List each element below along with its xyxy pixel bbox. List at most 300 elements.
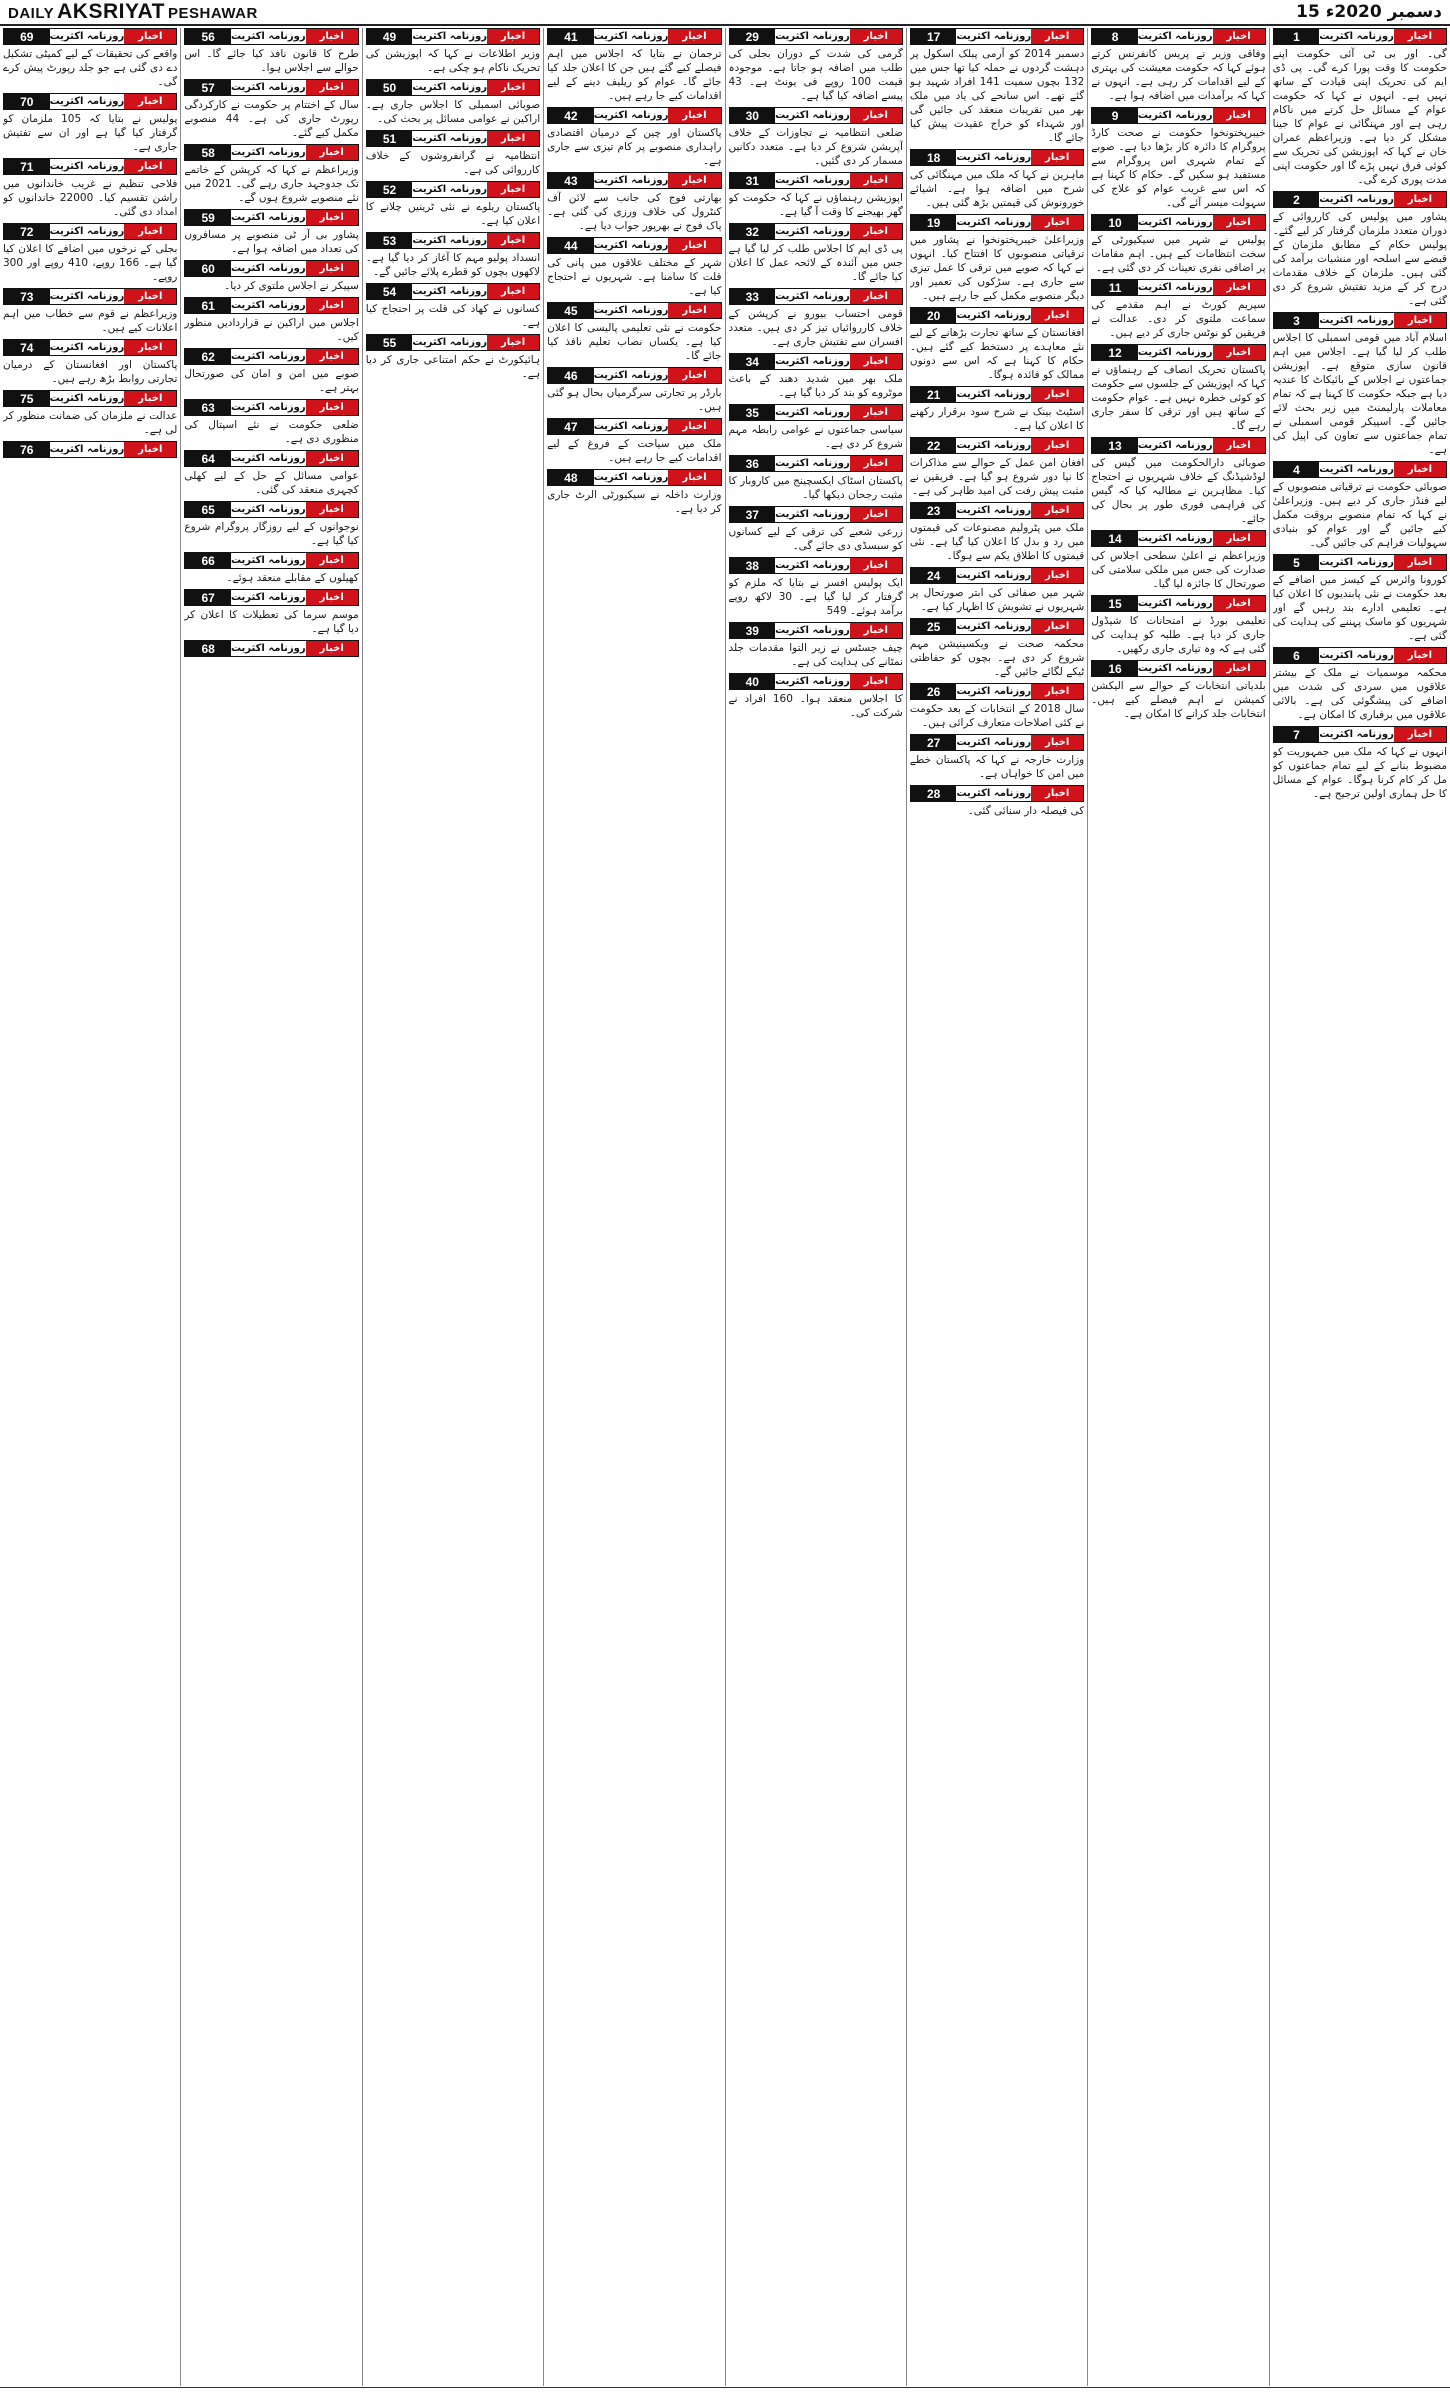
chip-brand-label: اخبار	[1031, 29, 1083, 44]
news-number: 12	[1092, 345, 1138, 360]
chip-brand-label: اخبار	[1213, 438, 1265, 453]
news-item	[729, 506, 903, 553]
news-body: افغانستان کے ساتھ تجارت بڑھانے کے لیے نئے معاہدے پر دستخط کیے گئے ہیں۔ حکام کا کہنا ہے کہ اس سے دونوں ممالک کو فائدہ ہوگا۔	[909, 327, 1085, 381]
chip-paper-name: روزنامہ اکثریت	[49, 342, 125, 353]
news-item	[3, 223, 177, 284]
news-number-chip	[184, 501, 358, 518]
news-body: عوامی مسائل کے حل کے لیے کھلی کچہری منعقد کی گئی۔	[184, 470, 359, 496]
chip-paper-name: روزنامہ اکثریت	[775, 407, 850, 418]
chip-brand-label: اخبار	[1394, 462, 1446, 477]
news-number-chip	[184, 348, 358, 365]
news-item	[1273, 28, 1447, 187]
chip-paper-name: روزنامہ اکثریت	[230, 212, 306, 223]
news-body: سال کے اختتام پر حکومت نے کارکردگی رپورٹ جاری کی ہے۔ 44 منصوبے مکمل کیے گئے۔	[184, 99, 359, 139]
news-number: 42	[548, 108, 594, 123]
news-item	[910, 307, 1084, 382]
news-item	[184, 399, 358, 446]
news-number-chip	[3, 93, 177, 110]
news-body: صوبائی حکومت نے ترقیاتی منصوبوں کے لیے فنڈز جاری کر دیے ہیں۔ وزیراعلیٰ نے کہا کہ تمام منصوبے بروقت مکمل کیے جائیں گے اور عوام کو بنیادی سہولیات فراہم کی جائیں گی۔	[1272, 481, 1447, 549]
chip-paper-name: روزنامہ اکثریت	[49, 393, 125, 404]
news-number-chip	[1091, 595, 1265, 612]
news-number: 2	[1274, 192, 1320, 207]
chip-brand-label: اخبار	[1031, 619, 1083, 634]
news-number-chip	[729, 172, 903, 189]
masthead-name: AKSRIYAT	[57, 0, 165, 23]
chip-brand-label: اخبار	[850, 405, 902, 420]
news-number: 68	[185, 641, 231, 656]
news-number: 3	[1274, 313, 1320, 328]
news-number: 37	[730, 507, 776, 522]
chip-brand-label: اخبار	[850, 224, 902, 239]
news-item	[1091, 107, 1265, 210]
news-number-chip	[729, 223, 903, 240]
news-number: 66	[185, 553, 231, 568]
news-item	[366, 232, 540, 279]
news-item	[547, 237, 721, 298]
news-column	[1087, 28, 1268, 2386]
chip-paper-name: روزنامہ اکثریت	[956, 389, 1032, 400]
chip-paper-name: روزنامہ اکثریت	[1137, 663, 1213, 674]
chip-paper-name: روزنامہ اکثریت	[49, 291, 125, 302]
news-number: 16	[1092, 661, 1138, 676]
news-number-chip	[729, 288, 903, 305]
news-body: ماہرین نے کہا کہ ملک میں مہنگائی کی شرح میں اضافہ ہوا ہے۔ اشیائے خورونوش کی قیمتیں بڑھ گئی ہیں۔	[909, 169, 1085, 209]
news-body: پولیس نے بتایا کہ 105 ملزمان کو گرفتار کیا گیا ہے اور ان سے تفتیش جاری ہے۔	[3, 113, 178, 153]
chip-brand-label: اخبار	[487, 335, 539, 350]
chip-brand-label: اخبار	[124, 340, 176, 355]
news-item	[366, 334, 540, 381]
news-column	[543, 28, 724, 2386]
chip-paper-name: روزنامہ اکثریت	[775, 676, 850, 687]
news-body: صوبے میں امن و امان کی صورتحال بہتر ہے۔	[184, 368, 359, 394]
news-item	[1091, 660, 1265, 721]
news-number-chip	[1091, 437, 1265, 454]
chip-brand-label: اخبار	[1394, 29, 1446, 44]
news-number-chip	[910, 734, 1084, 751]
news-number-chip	[910, 567, 1084, 584]
chip-paper-name: روزنامہ اکثریت	[49, 96, 125, 107]
news-number-chip	[1273, 461, 1447, 478]
news-number: 31	[730, 173, 776, 188]
news-body: سپریم کورٹ نے اہم مقدمے کی سماعت ملتوی کر دی۔ عدالت نے فریقین کو نوٹس جاری کر دیے ہیں۔	[1091, 299, 1266, 339]
chip-brand-label: اخبار	[487, 80, 539, 95]
news-item	[1273, 312, 1447, 457]
news-number: 47	[548, 419, 594, 434]
newspaper-logo	[8, 0, 258, 24]
chip-paper-name: روزنامہ اکثریت	[956, 310, 1032, 321]
news-column	[906, 28, 1087, 2386]
news-item	[3, 28, 177, 89]
chip-paper-name: روزنامہ اکثریت	[593, 240, 669, 251]
news-number-chip	[1091, 530, 1265, 547]
news-column	[362, 28, 543, 2386]
news-item	[910, 214, 1084, 303]
chip-brand-label: اخبار	[1394, 727, 1446, 742]
news-item	[547, 302, 721, 363]
news-item	[729, 455, 903, 502]
chip-brand-label: اخبار	[668, 419, 720, 434]
news-item	[184, 552, 358, 585]
news-number-chip	[1091, 28, 1265, 45]
news-body: کا اجلاس منعقد ہوا۔ 160 افراد نے شرکت کی۔	[728, 693, 903, 719]
chip-brand-label: اخبار	[1031, 387, 1083, 402]
news-number: 46	[548, 368, 594, 383]
chip-brand-label: اخبار	[124, 29, 176, 44]
news-column	[180, 28, 361, 2386]
news-number: 6	[1274, 648, 1320, 663]
news-number-chip	[184, 552, 358, 569]
chip-brand-label: اخبار	[487, 233, 539, 248]
chip-brand-label: اخبار	[1213, 280, 1265, 295]
news-body: بجلی کے نرخوں میں اضافے کا اعلان کیا گیا ہے۔ 166 روپے، 410 روپے اور 300 روپے۔	[3, 243, 178, 283]
chip-paper-name: روزنامہ اکثریت	[775, 458, 850, 469]
news-body: وزارت داخلہ نے سیکیورٹی الرٹ جاری کر دیا ہے۔	[547, 489, 722, 515]
chip-brand-label: اخبار	[487, 182, 539, 197]
news-item	[3, 288, 177, 335]
news-number: 72	[4, 224, 50, 239]
news-body: گی۔ اور بی ٹی آئی حکومت اپنے حکومت کا وقت پورا کرے گی۔ پی ڈی ایم کی تحریک اپنی قیادت کے ساتھ نہیں ہے۔ انہوں نے کہا کہ حکومت عوام کے مسائل حل کرنے میں ناکام رہی ہے اور مہنگائی نے عوام کا جینا مشکل کر دیا ہے۔ وزیراعظم عمران خان نے کہا کہ اپوزیشن کی تحریک سے کوئی فرق نہیں پڑے گا اور حکومت اپنی مدت پوری کرے گی۔	[1272, 48, 1447, 186]
news-item	[547, 367, 721, 414]
news-number: 23	[911, 503, 957, 518]
news-number: 48	[548, 470, 594, 485]
chip-paper-name: روزنامہ اکثریت	[1319, 194, 1394, 205]
news-number: 24	[911, 568, 957, 583]
news-number-chip	[184, 640, 358, 657]
news-number-chip	[3, 288, 177, 305]
chip-paper-name: روزنامہ اکثریت	[230, 263, 306, 274]
news-number-chip	[184, 260, 358, 277]
chip-brand-label: اخبار	[1031, 786, 1083, 801]
chip-paper-name: روزنامہ اکثریت	[775, 356, 850, 367]
chip-brand-label: اخبار	[306, 145, 358, 160]
news-body: وزیراعظم نے کہا کہ کرپشن کے خاتمے تک جدوجہد جاری رہے گی۔ 2021 میں نئے منصوبے شروع ہوں گے۔	[184, 164, 359, 204]
news-number-chip	[1273, 312, 1447, 329]
chip-brand-label: اخبار	[306, 261, 358, 276]
news-number: 75	[4, 391, 50, 406]
chip-brand-label: اخبار	[306, 80, 358, 95]
chip-brand-label: اخبار	[1213, 531, 1265, 546]
chip-brand-label: اخبار	[1213, 596, 1265, 611]
news-number: 76	[4, 442, 50, 457]
chip-paper-name: روزنامہ اکثریت	[1137, 598, 1213, 609]
chip-paper-name: روزنامہ اکثریت	[956, 505, 1032, 516]
chip-paper-name: روزنامہ اکثریت	[49, 31, 125, 42]
chip-brand-label: اخبار	[1031, 438, 1083, 453]
news-number-chip	[547, 418, 721, 435]
news-number: 57	[185, 80, 231, 95]
news-number: 60	[185, 261, 231, 276]
chip-brand-label: اخبار	[850, 289, 902, 304]
chip-brand-label: اخبار	[124, 159, 176, 174]
chip-brand-label: اخبار	[668, 368, 720, 383]
masthead-date: 15 دسمبر 2020ء	[1296, 2, 1442, 22]
news-number: 28	[911, 786, 957, 801]
news-number-chip	[910, 386, 1084, 403]
chip-paper-name: روزنامہ اکثریت	[1137, 347, 1213, 358]
news-number: 22	[911, 438, 957, 453]
news-item	[729, 673, 903, 720]
chip-paper-name: روزنامہ اکثریت	[230, 82, 306, 93]
chip-paper-name: روزنامہ اکثریت	[412, 235, 488, 246]
chip-brand-label: اخبار	[850, 623, 902, 638]
chip-paper-name: روزنامہ اکثریت	[49, 444, 125, 455]
chip-paper-name: روزنامہ اکثریت	[1137, 31, 1213, 42]
news-body: حکومت نے نئی تعلیمی پالیسی کا اعلان کیا ہے۔ یکساں نصاب تعلیم نافذ کیا جائے گا۔	[547, 322, 722, 362]
news-number: 5	[1274, 555, 1320, 570]
news-number: 73	[4, 289, 50, 304]
news-item	[910, 567, 1084, 614]
news-item	[910, 502, 1084, 563]
news-body: نوجوانوں کے لیے روزگار پروگرام شروع کیا گیا ہے۔	[184, 521, 359, 547]
news-body: صوبائی دارالحکومت میں گیس کی لوڈشیڈنگ کے خلاف شہریوں نے احتجاج کیا۔ مظاہرین نے مطالبہ کیا کہ گیس کی فراہمی فوری طور پر بحال کی جائے۔	[1091, 457, 1266, 525]
news-item	[1273, 647, 1447, 722]
chip-brand-label: اخبار	[850, 456, 902, 471]
chip-paper-name: روزنامہ اکثریت	[230, 555, 306, 566]
news-number: 41	[548, 29, 594, 44]
news-number-chip	[366, 232, 540, 249]
news-page	[0, 28, 1450, 2386]
news-item	[1091, 530, 1265, 591]
news-body: اسٹیٹ بینک نے شرح سود برقرار رکھنے کا اعلان کیا ہے۔	[909, 406, 1085, 432]
news-item	[184, 348, 358, 395]
chip-paper-name: روزنامہ اکثریت	[593, 110, 669, 121]
chip-brand-label: اخبار	[850, 108, 902, 123]
news-item	[1091, 214, 1265, 275]
news-number-chip	[1091, 279, 1265, 296]
news-number-chip	[729, 506, 903, 523]
news-item	[729, 223, 903, 284]
chip-brand-label: اخبار	[306, 29, 358, 44]
news-item	[1273, 726, 1447, 801]
news-item	[729, 404, 903, 451]
news-number: 58	[185, 145, 231, 160]
news-body: محکمہ صحت نے ویکسینیشن مہم شروع کر دی ہے۔ بچوں کو حفاظتی ٹیکے لگائے جائیں گے۔	[909, 638, 1085, 678]
news-number: 36	[730, 456, 776, 471]
chip-paper-name: روزنامہ اکثریت	[956, 788, 1032, 799]
news-number-chip	[1273, 191, 1447, 208]
news-number: 11	[1092, 280, 1138, 295]
news-body: طرح کا قانون نافذ کیا جائے گا۔ اس حوالے سے اجلاس ہوا۔	[184, 48, 359, 74]
news-number: 43	[548, 173, 594, 188]
news-body: ملک میں سیاحت کے فروغ کے لیے اقدامات کیے جا رہے ہیں۔	[547, 438, 722, 464]
news-number: 4	[1274, 462, 1320, 477]
news-body: وزارت خارجہ نے کہا کہ پاکستان خطے میں امن کا خواہاں ہے۔	[909, 754, 1085, 780]
news-number: 15	[1092, 596, 1138, 611]
news-body: عدالت نے ملزمان کی ضمانت منظور کر لی ہے۔	[3, 410, 178, 436]
news-number-chip	[910, 618, 1084, 635]
news-number-chip	[3, 158, 177, 175]
news-number: 19	[911, 215, 957, 230]
news-number-chip	[184, 297, 358, 314]
page-footer-rule	[0, 2387, 1450, 2397]
news-number-chip	[547, 237, 721, 254]
news-body: پشاور بی آر ٹی منصوبے پر مسافروں کی تعداد میں اضافہ ہوا ہے۔	[184, 229, 359, 255]
news-number-chip	[3, 223, 177, 240]
news-number-chip	[1091, 107, 1265, 124]
news-item	[184, 640, 358, 659]
news-number-chip	[910, 214, 1084, 231]
news-item	[366, 283, 540, 330]
news-item	[366, 79, 540, 126]
chip-brand-label: اخبار	[1394, 648, 1446, 663]
news-item	[184, 501, 358, 548]
news-number-chip	[729, 557, 903, 574]
news-number: 29	[730, 29, 776, 44]
chip-brand-label: اخبار	[1213, 215, 1265, 230]
chip-paper-name: روزنامہ اکثریت	[775, 226, 850, 237]
news-number-chip	[729, 673, 903, 690]
chip-brand-label: اخبار	[1394, 313, 1446, 328]
news-body: موسم سرما کی تعطیلات کا اعلان کر دیا گیا ہے۔	[184, 609, 359, 635]
news-item	[729, 28, 903, 103]
news-body: گرمی کی شدت کے دوران بجلی کی طلب میں اضافہ ہو جاتا ہے۔ موجودہ قیمت 100 روپے فی یونٹ ہے۔ 43 پیسے اضافہ کیا گیا ہے۔	[728, 48, 903, 102]
news-number: 20	[911, 308, 957, 323]
chip-paper-name: روزنامہ اکثریت	[49, 226, 125, 237]
news-number: 10	[1092, 215, 1138, 230]
chip-brand-label: اخبار	[487, 284, 539, 299]
chip-paper-name: روزنامہ اکثریت	[775, 175, 850, 186]
news-body: بھارتی فوج کی جانب سے لائن آف کنٹرول کی خلاف ورزی کی گئی ہے۔ پاک فوج نے بھرپور جواب دیا ہے۔	[547, 192, 722, 232]
masthead-daily: DAILY	[8, 5, 55, 22]
chip-paper-name: روزنامہ اکثریت	[593, 31, 669, 42]
news-item	[1273, 461, 1447, 550]
news-number: 64	[185, 451, 231, 466]
news-number-chip	[910, 502, 1084, 519]
news-number: 74	[4, 340, 50, 355]
chip-paper-name: روزنامہ اکثریت	[593, 370, 669, 381]
chip-brand-label: اخبار	[1213, 345, 1265, 360]
news-number: 32	[730, 224, 776, 239]
news-item	[184, 260, 358, 293]
news-number-chip	[1273, 647, 1447, 664]
news-number: 53	[367, 233, 413, 248]
chip-paper-name: روزنامہ اکثریت	[230, 402, 306, 413]
news-number-chip	[1273, 554, 1447, 571]
chip-brand-label: اخبار	[487, 29, 539, 44]
chip-brand-label: اخبار	[124, 391, 176, 406]
news-number-chip	[910, 149, 1084, 166]
news-body: واقعے کی تحقیقات کے لیے کمیٹی تشکیل دے دی گئی ہے جو جلد رپورٹ پیش کرے گی۔	[3, 48, 178, 88]
news-number-chip	[184, 589, 358, 606]
news-number-chip	[1273, 28, 1447, 45]
news-number: 51	[367, 131, 413, 146]
news-number: 71	[4, 159, 50, 174]
chip-paper-name: روزنامہ اکثریت	[775, 625, 850, 636]
news-number-chip	[1091, 214, 1265, 231]
news-item	[729, 172, 903, 219]
chip-paper-name: روزنامہ اکثریت	[1319, 557, 1394, 568]
news-number: 52	[367, 182, 413, 197]
news-item	[184, 589, 358, 636]
chip-brand-label: اخبار	[1031, 684, 1083, 699]
news-body: چیف جسٹس نے زیر التوا مقدمات جلد نمٹانے کی ہدایت کی ہے۔	[728, 642, 903, 668]
chip-paper-name: روزنامہ اکثریت	[593, 175, 669, 186]
chip-paper-name: روزنامہ اکثریت	[230, 147, 306, 158]
news-number-chip	[184, 28, 358, 45]
news-number: 25	[911, 619, 957, 634]
news-body: سیاسی جماعتوں نے عوامی رابطہ مہم شروع کر دی ہے۔	[728, 424, 903, 450]
chip-brand-label: اخبار	[1031, 215, 1083, 230]
news-item	[184, 144, 358, 205]
chip-brand-label: اخبار	[1031, 735, 1083, 750]
news-body: زرعی شعبے کی ترقی کے لیے کسانوں کو سبسڈی دی جائے گی۔	[728, 526, 903, 552]
news-number-chip	[184, 450, 358, 467]
chip-brand-label: اخبار	[124, 442, 176, 457]
news-number: 38	[730, 558, 776, 573]
news-body: وزیراعظم نے قوم سے خطاب میں اہم اعلانات کیے ہیں۔	[3, 308, 178, 334]
news-number: 67	[185, 590, 231, 605]
chip-paper-name: روزنامہ اکثریت	[1319, 464, 1394, 475]
news-body: انسداد پولیو مہم کا آغاز کر دیا گیا ہے۔ لاکھوں بچوں کو قطرے پلائے جائیں گے۔	[365, 252, 541, 278]
chip-brand-label: اخبار	[850, 29, 902, 44]
news-body: وزیراعظم نے اعلیٰ سطحی اجلاس کی صدارت کی جس میں ملکی سلامتی کی صورتحال کا جائزہ لیا گیا۔	[1091, 550, 1266, 590]
chip-paper-name: روزنامہ اکثریت	[775, 560, 850, 571]
news-number: 61	[185, 298, 231, 313]
news-body: پاکستان ریلوے نے نئی ٹرینیں چلانے کا اعلان کیا ہے۔	[365, 201, 541, 227]
news-number: 65	[185, 502, 231, 517]
chip-paper-name: روزنامہ اکثریت	[1137, 440, 1213, 451]
chip-brand-label: اخبار	[306, 451, 358, 466]
news-number-chip	[547, 28, 721, 45]
chip-paper-name: روزنامہ اکثریت	[412, 133, 488, 144]
news-number-chip	[910, 307, 1084, 324]
news-body: سال 2018 کے انتخابات کے بعد حکومت نے کئی اصلاحات متعارف کرائی ہیں۔	[909, 703, 1085, 729]
news-number-chip	[729, 404, 903, 421]
news-body: صوبائی اسمبلی کا اجلاس جاری ہے۔ اراکین نے عوامی مسائل پر بحث کی۔	[365, 99, 541, 125]
chip-brand-label: اخبار	[1213, 108, 1265, 123]
chip-paper-name: روزنامہ اکثریت	[1319, 650, 1394, 661]
news-item	[910, 734, 1084, 781]
news-item	[729, 622, 903, 669]
news-item	[547, 28, 721, 103]
chip-brand-label: اخبار	[1213, 661, 1265, 676]
news-item	[547, 469, 721, 516]
news-number: 40	[730, 674, 776, 689]
news-body: شہر کے مختلف علاقوں میں پانی کی قلت کا سامنا ہے۔ شہریوں نے احتجاج کیا ہے۔	[547, 257, 722, 297]
chip-paper-name: روزنامہ اکثریت	[230, 453, 306, 464]
chip-paper-name: روزنامہ اکثریت	[593, 472, 669, 483]
news-body: دسمبر 2014 کو آرمی پبلک اسکول پر دہشت گردوں نے حملہ کیا تھا جس میں 132 بچوں سمیت 141 افراد شہید ہو گئے تھے۔ اس سانحے کی یاد میں ملک بھر میں تقریبات منعقد کی جائیں گی اور شہداء کو خراج عقیدت پیش کیا جائے گا۔	[909, 48, 1085, 144]
news-body: انہوں نے کہا کہ ملک میں جمہوریت کو مضبوط بنانے کے لیے تمام جماعتوں کو مل کر کام کرنا ہوگا۔ عوام کے مسائل کا حل ہماری اولین ترجیح ہے۔	[1272, 746, 1447, 800]
news-number: 21	[911, 387, 957, 402]
chip-paper-name: روزنامہ اکثریت	[1137, 533, 1213, 544]
news-number: 59	[185, 210, 231, 225]
news-item	[910, 785, 1084, 818]
news-number-chip	[729, 353, 903, 370]
chip-brand-label: اخبار	[668, 470, 720, 485]
news-item	[184, 28, 358, 75]
news-item	[3, 390, 177, 437]
news-item	[3, 441, 177, 460]
news-item	[3, 339, 177, 386]
news-number-chip	[184, 144, 358, 161]
chip-paper-name: روزنامہ اکثریت	[230, 300, 306, 311]
news-number: 35	[730, 405, 776, 420]
news-number: 62	[185, 349, 231, 364]
masthead-city: PESHAWAR	[167, 5, 258, 22]
news-number: 49	[367, 29, 413, 44]
news-item	[910, 618, 1084, 679]
news-number-chip	[366, 283, 540, 300]
chip-brand-label: اخبار	[850, 507, 902, 522]
news-number: 14	[1092, 531, 1138, 546]
chip-paper-name: روزنامہ اکثریت	[593, 305, 669, 316]
news-body: افغان امن عمل کے حوالے سے مذاکرات کا نیا دور شروع ہو گیا ہے۔ فریقین نے مثبت پیش رفت کی امید ظاہر کی ہے۔	[909, 457, 1085, 497]
chip-paper-name: روزنامہ اکثریت	[1137, 217, 1213, 228]
news-number-chip	[1273, 726, 1447, 743]
news-body: محکمہ موسمیات نے ملک کے بیشتر علاقوں میں سردی کی شدت میں اضافے کی پیشگوئی کی ہے۔ بالائی علاقوں میں برفباری کا امکان ہے۔	[1272, 667, 1447, 721]
news-number: 39	[730, 623, 776, 638]
